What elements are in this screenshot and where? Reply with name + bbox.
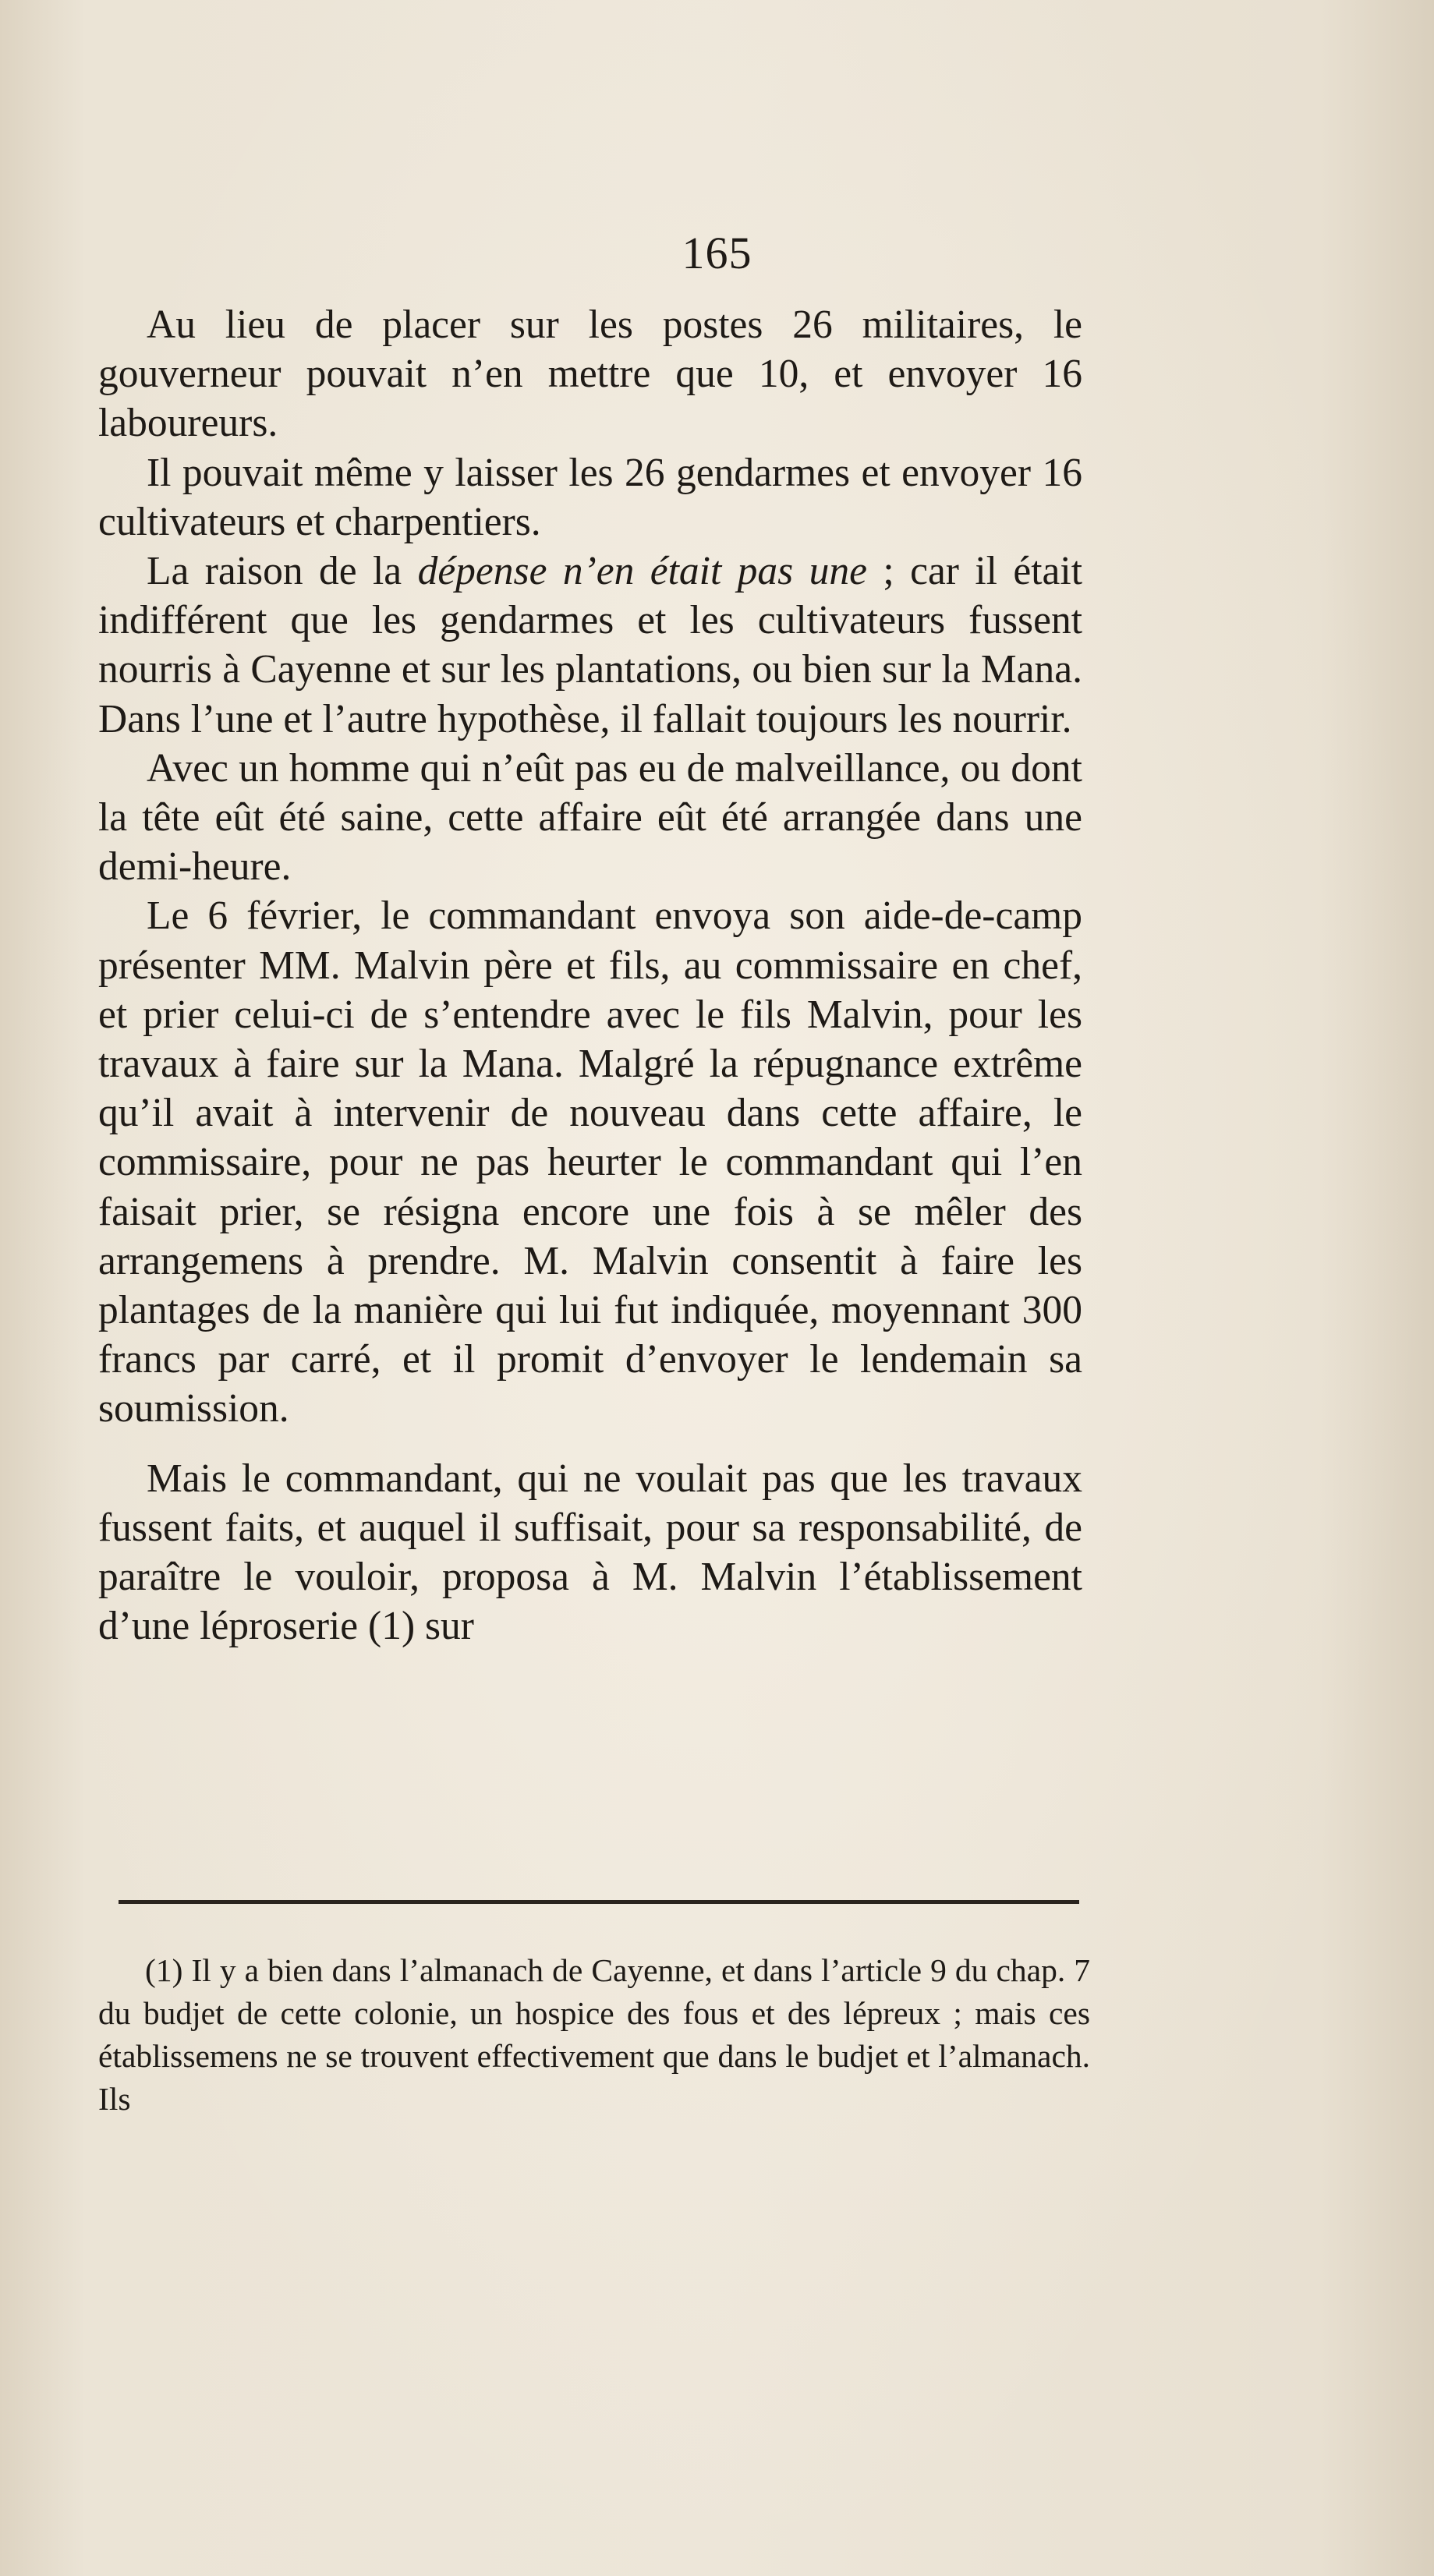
paragraph-2: Il pouvait même y laisser les 26 gendarmes et envoyer 16 cultivateurs et charpentiers.: [98, 450, 1082, 544]
paragraph-5: Le 6 février, le commandant envoya son aide-de-camp présenter MM. Malvin père et fils, au commissaire en chef, et prier celui-ci de s’entendre avec le fils Malvin, pour les travaux à faire sur la Mana. Malgré la répugnance extrême qu’il avait à intervenir de nouveau dans cette affaire, le commissaire, pour ne pas heurter le commandant qui l’en faisait prier, se résigna encore une fois à se mêler des arrangemens à prendre. M. Malvin consentit à faire les plantages de la manière qui lui fut indiquée, moyennant 300 francs par carré, et il promit d’envoyer le lendemain sa soumission.: [98, 893, 1082, 1431]
paragraph-3-italic: dépense n’en était pas une: [417, 549, 867, 594]
paragraph-3: [98, 547, 1082, 744]
paragraph-1: Au lieu de placer sur les postes 26 militaires, le gouverneur pouvait n’en mettre que 10, et envoyer 16 laboureurs.: [98, 303, 1082, 446]
paragraph-3-end: ; car il était indifférent que les gendarmes et les cultivateurs fussent nourris à Cayenne et sur les plantations, ou bien sur la Mana. Dans l’une et l’autre hypothèse, il fallait toujours les nourrir.: [98, 549, 1083, 741]
body-text: [98, 300, 1082, 1651]
footnote-text: (1) Il y a bien dans l’almanach de Cayenne, et dans l’article 9 du chap. 7 du budjet de cette colonie, un hospice des fous et des lépreux ; mais ces établissemens ne se trouvent effectivement que dans le budjet et l’almanach. Ils: [98, 1952, 1090, 2117]
paragraph-3-start: La raison de la: [147, 549, 418, 594]
page-number: 165: [682, 228, 752, 278]
paragraph-4: Avec un homme qui n’eût pas eu de malveillance, ou dont la tête eût été saine, cette affaire eût été arrangée dans une demi-heure.: [98, 745, 1082, 890]
footnote: [98, 1949, 1090, 2121]
paragraph-6: Mais le commandant, qui ne voulait pas que les travaux fussent faits, et auquel il suffisait, pour sa responsabilité, de paraître le vouloir, proposa à M. Malvin l’établissement d’une léproserie (1) sur: [98, 1456, 1082, 1649]
footnote-divider: [119, 1900, 1079, 1904]
